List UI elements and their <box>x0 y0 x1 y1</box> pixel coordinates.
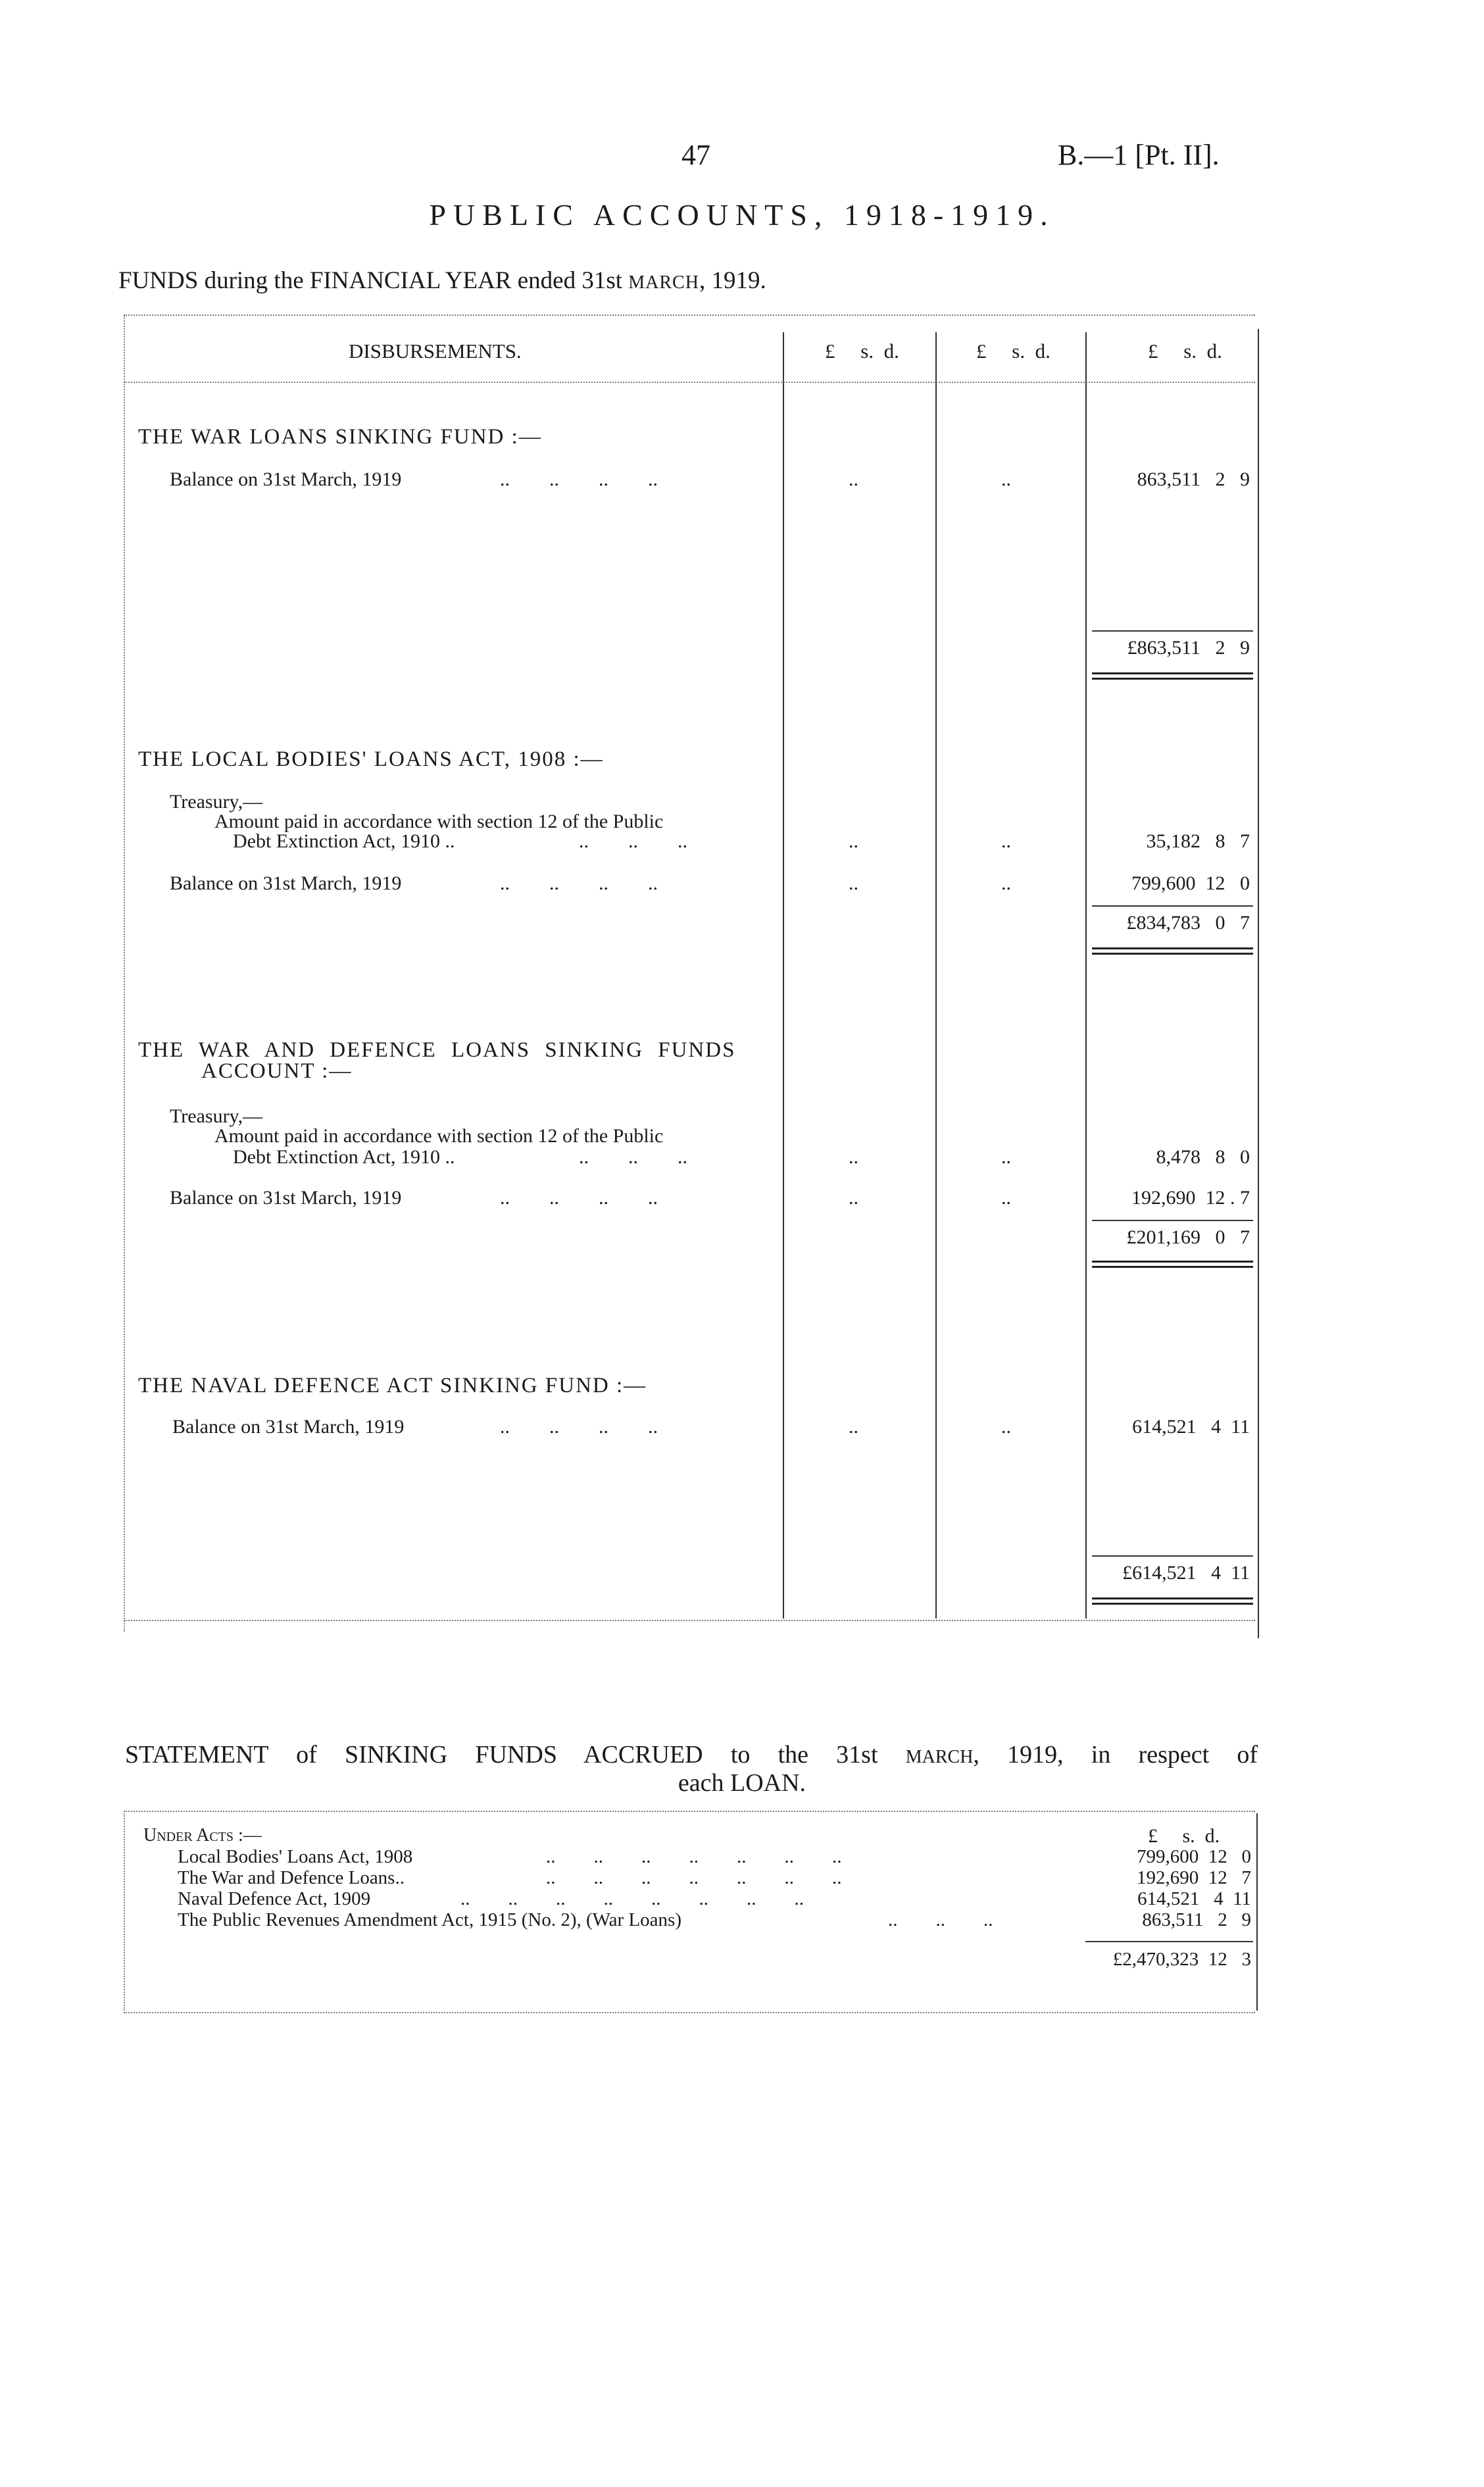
row-amount: 863,511 2 9 <box>1137 468 1250 490</box>
row-col1: .. <box>849 1146 858 1168</box>
description-line: Amount paid in accordance with section 12 of the Public <box>214 811 664 832</box>
row-label: Balance on 31st March, 1919 <box>170 1187 402 1209</box>
statement-row-leader: .. .. .. .. .. .. .. <box>546 1846 842 1867</box>
statement-total: £2,470,323 12 3 <box>1112 1949 1251 1970</box>
row-amount: 35,182 8 7 <box>1146 830 1250 852</box>
row-leader: .. .. .. .. <box>500 1187 658 1209</box>
statement-row-label: The Public Revenues Amendment Act, 1915 (No. 2), (War Loans) <box>178 1909 681 1930</box>
under-acts-label: Under Acts :— <box>143 1825 262 1846</box>
statement-row-amount: 192,690 12 7 <box>1137 1867 1251 1888</box>
row-leader: .. .. .. <box>579 830 687 852</box>
row-label: Balance on 31st March, 1919 <box>170 468 402 490</box>
row-label: Debt Extinction Act, 1910 .. <box>233 1146 455 1168</box>
column-header-col1: £ s. d. <box>825 339 899 363</box>
row-label: Balance on 31st March, 1919 <box>170 872 402 894</box>
section-total: £614,521 4 11 <box>1122 1562 1250 1584</box>
page-subtitle <box>118 266 766 295</box>
section-heading: THE LOCAL BODIES' LOANS ACT, 1908 :— <box>138 747 604 771</box>
subtitle-year: , 1919. <box>699 267 766 294</box>
row-amount: 614,521 4 11 <box>1132 1416 1250 1438</box>
row-col1: .. <box>849 1187 858 1209</box>
statement-title-text: STATEMENT of SINKING FUNDS ACCRUED to the 31st <box>125 1741 906 1769</box>
section-heading-line1: THE WAR AND DEFENCE LOANS SINKING FUNDS <box>138 1038 736 1062</box>
row-col2: .. <box>1001 1187 1011 1209</box>
section-heading: THE WAR LOANS SINKING FUND :— <box>138 425 542 449</box>
row-label: Debt Extinction Act, 1910 .. <box>233 830 455 852</box>
section-heading: THE NAVAL DEFENCE ACT SINKING FUND :— <box>138 1374 647 1397</box>
statement-row-label: Local Bodies' Loans Act, 1908 <box>178 1846 413 1867</box>
row-col2: .. <box>1001 830 1011 852</box>
row-amount: 192,690 12 . 7 <box>1131 1187 1250 1209</box>
sub-heading: Treasury,— <box>170 791 263 813</box>
section-total: £201,169 0 7 <box>1126 1226 1250 1248</box>
column-header-col2: £ s. d. <box>976 339 1051 363</box>
document-reference: B.—1 [Pt. II]. <box>1058 139 1220 171</box>
row-amount: 8,478 8 0 <box>1156 1146 1250 1168</box>
row-col2: .. <box>1001 468 1011 490</box>
row-leader: .. .. .. .. <box>500 468 658 490</box>
row-leader: .. .. .. .. <box>500 872 658 894</box>
statement-title <box>125 1740 1258 1769</box>
row-label: Balance on 31st March, 1919 <box>172 1416 405 1438</box>
statement-title-line2: each LOAN. <box>678 1769 806 1797</box>
statement-row-leader: .. .. .. .. .. .. .. <box>546 1867 842 1888</box>
statement-row-label: Naval Defence Act, 1909 <box>178 1888 371 1909</box>
statement-row-leader: .. .. .. .. .. .. .. .. <box>460 1888 804 1909</box>
statement-row-amount: 614,521 4 11 <box>1137 1888 1251 1909</box>
sub-heading: Treasury,— <box>170 1105 263 1127</box>
statement-title-month: MARCH <box>905 1747 974 1767</box>
row-col2: .. <box>1001 872 1011 894</box>
page-number: 47 <box>681 139 710 171</box>
row-col1: .. <box>849 872 858 894</box>
row-col1: .. <box>849 1416 858 1438</box>
row-leader: .. .. .. <box>579 1146 687 1168</box>
section-heading-line2: ACCOUNT :— <box>201 1059 353 1083</box>
row-col2: .. <box>1001 1416 1011 1438</box>
statement-title-year: , 1919, in respect of <box>973 1741 1258 1769</box>
subtitle-month: MARCH <box>628 272 699 293</box>
statement-row-label: The War and Defence Loans.. <box>178 1867 405 1888</box>
row-col1: .. <box>849 830 858 852</box>
section-total: £863,511 2 9 <box>1127 637 1250 659</box>
statement-row-amount: 863,511 2 9 <box>1142 1909 1251 1930</box>
row-col1: .. <box>849 468 858 490</box>
row-amount: 799,600 12 0 <box>1131 872 1250 894</box>
column-header-disbursements: DISBURSEMENTS. <box>349 339 522 363</box>
statement-row-amount: 799,600 12 0 <box>1137 1846 1251 1867</box>
page-title: PUBLIC ACCOUNTS, 1918-1919. <box>429 198 1055 232</box>
column-header-col3: £ s. d. <box>1148 339 1222 363</box>
description-line: Amount paid in accordance with section 12 of the Public <box>214 1125 664 1147</box>
statement-row-leader: .. .. .. <box>888 1909 993 1930</box>
statement-col-header: £ s. d. <box>1148 1825 1220 1847</box>
section-total: £834,783 0 7 <box>1126 912 1250 934</box>
subtitle-text: FUNDS during the FINANCIAL YEAR ended 31st <box>118 267 629 294</box>
row-col2: .. <box>1001 1146 1011 1168</box>
row-leader: .. .. .. .. <box>500 1416 658 1438</box>
